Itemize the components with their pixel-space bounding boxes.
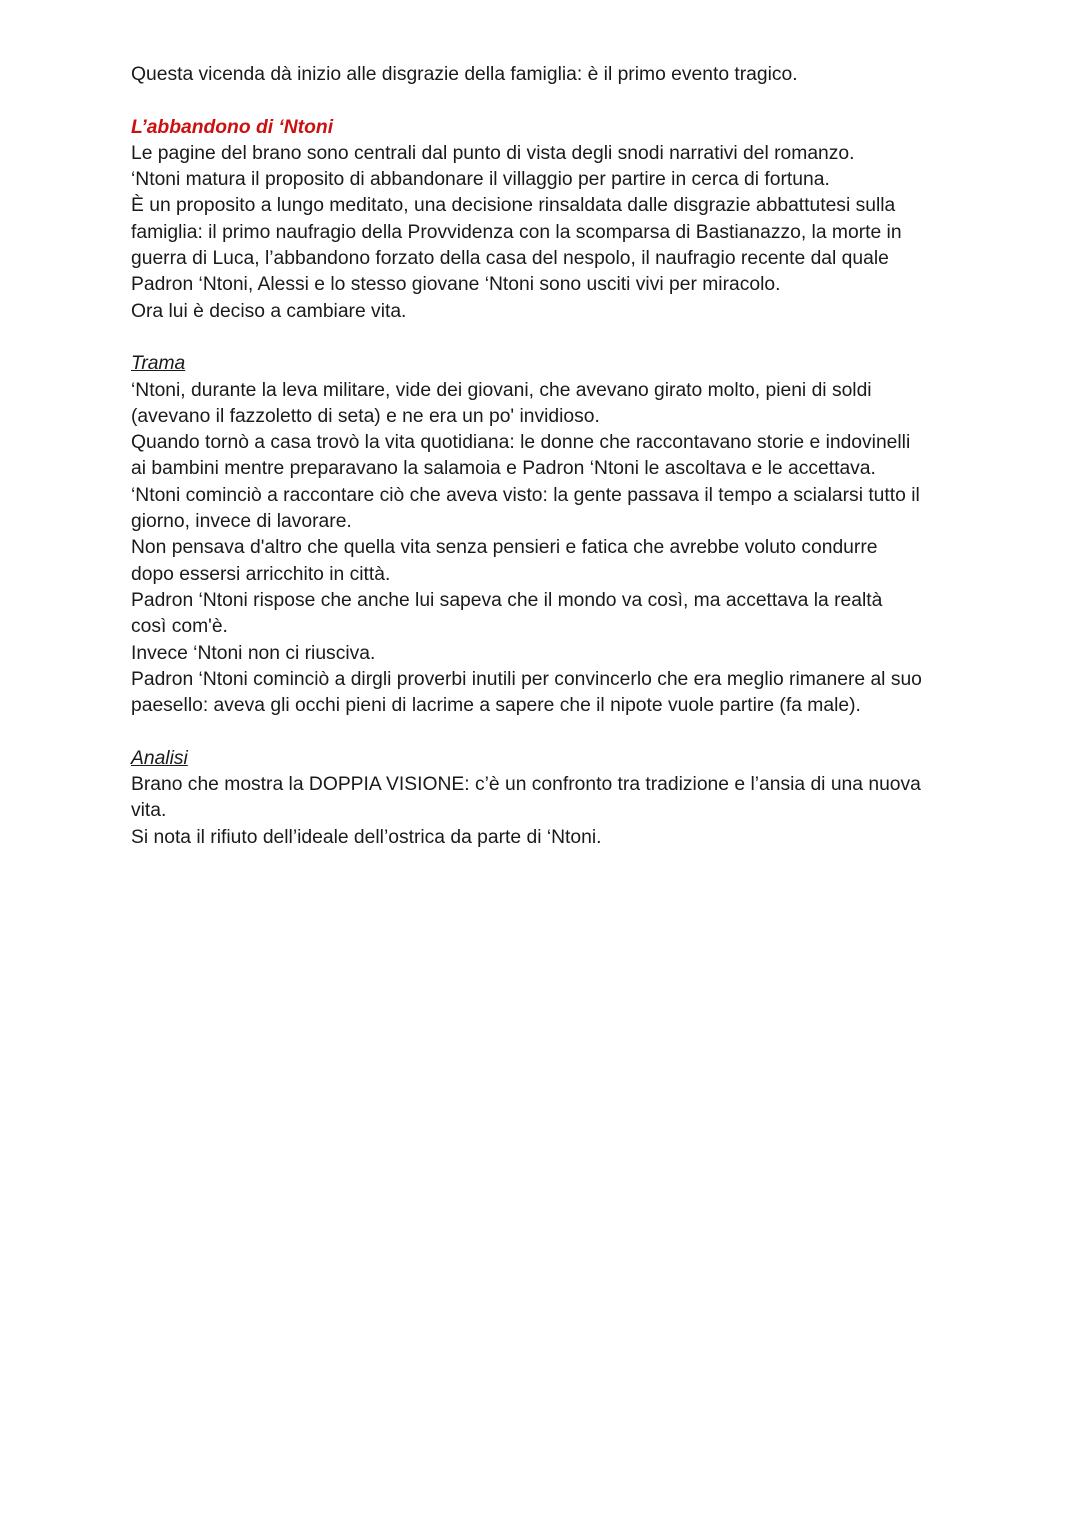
document-page	[131, 62, 961, 851]
text-line: così com'è.	[131, 616, 228, 638]
section-trama	[131, 351, 961, 719]
section-heading: Trama	[131, 353, 186, 375]
text-line: Ora lui è deciso a cambiare vita.	[131, 300, 407, 322]
intro-paragraph	[131, 62, 961, 88]
text-line: Si nota il rifiuto dell’ideale dell’ostrica da parte di ‘Ntoni.	[131, 826, 602, 848]
text-line: Quando tornò a casa trovò la vita quotidiana: le donne che raccontavano storie e indovinelli	[131, 432, 911, 454]
text-line: Padron ‘Ntoni cominciò a dirgli proverbi inutili per convincerlo che era meglio rimanere al suo	[131, 668, 922, 690]
text-line: Questa vicenda dà inizio alle disgrazie della famiglia: è il primo evento tragico.	[131, 64, 798, 85]
text-line: guerra di Luca, l’abbandono forzato della casa del nespolo, il naufragio recente dal quale	[131, 248, 889, 270]
text-line: Brano che mostra la DOPPIA VISIONE: c’è un confronto tra tradizione e l’ansia di una nuova	[131, 774, 921, 796]
paragraph-gap	[131, 325, 961, 351]
text-line: È un proposito a lungo meditato, una decisione rinsaldata dalle disgrazie abbattutesi sulla	[131, 195, 896, 217]
text-line: vita.	[131, 800, 167, 822]
paragraph-gap	[131, 88, 961, 114]
section-heading: Analisi	[131, 747, 188, 769]
text-line: ‘Ntoni cominciò a raccontare ciò che aveva visto: la gente passava il tempo a scialarsi tutto il	[131, 484, 920, 506]
text-line: dopo essersi arricchito in città.	[131, 563, 391, 585]
text-line: Padron ‘Ntoni rispose che anche lui sapeva che il mondo va così, ma accettava la realtà	[131, 589, 883, 611]
text-line: Padron ‘Ntoni, Alessi e lo stesso giovane ‘Ntoni sono usciti vivi per miracolo.	[131, 274, 781, 296]
text-line: ai bambini mentre preparavano la salamoia e Padron ‘Ntoni le ascoltava e le accettava.	[131, 458, 876, 480]
text-line: Le pagine del brano sono centrali dal punto di vista degli snodi narrativi del romanzo.	[131, 142, 855, 164]
text-line: paesello: aveva gli occhi pieni di lacrime a sapere che il nipote vuole partire (fa male).	[131, 695, 861, 717]
section-analisi	[131, 746, 961, 851]
paragraph-gap	[131, 719, 961, 745]
text-line: Invece ‘Ntoni non ci riusciva.	[131, 642, 376, 664]
text-line: famiglia: il primo naufragio della Provvidenza con la scomparsa di Bastianazzo, la morte in	[131, 221, 902, 243]
text-line: giorno, invece di lavorare.	[131, 511, 352, 533]
text-line: (avevano il fazzoletto di seta) e ne era un po' invidioso.	[131, 405, 600, 427]
section-abbandono	[131, 115, 961, 325]
text-line: Non pensava d'altro che quella vita senza pensieri e fatica che avrebbe voluto condurre	[131, 537, 878, 559]
text-line: ‘Ntoni, durante la leva militare, vide dei giovani, che avevano girato molto, pieni di soldi	[131, 379, 872, 401]
text-line: ‘Ntoni matura il proposito di abbandonare il villaggio per partire in cerca di fortuna.	[131, 169, 830, 191]
section-heading: L’abbandono di ‘Ntoni	[131, 116, 334, 138]
